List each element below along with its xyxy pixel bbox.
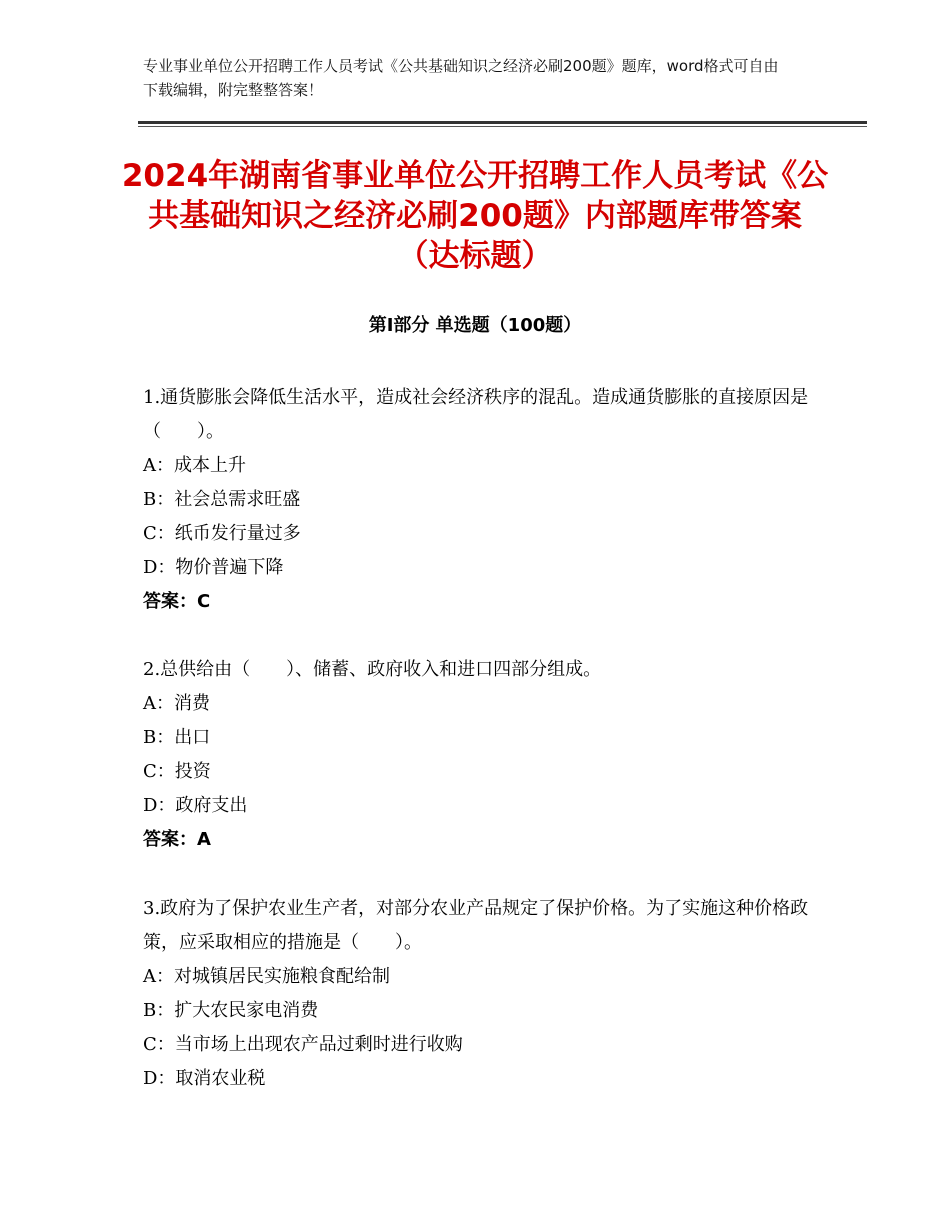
option-c: C：纸币发行量过多 [143, 523, 301, 544]
option-c: C：当市场上出现农产品过剩时进行收购 [143, 1034, 463, 1055]
option-b: B：社会总需求旺盛 [143, 489, 301, 510]
header-note: 专业事业单位公开招聘工作人员考试《公共基础知识之经济必刷200题》题库，word格式可自由下载编辑，附完整整答案！ [143, 57, 779, 99]
document-title: 2024年湖南省事业单位公开招聘工作人员考试《公共基础知识之经济必刷200题》内部题库带答案（达标题） [121, 158, 829, 274]
option-a: A：成本上升 [143, 455, 246, 476]
option-d: D：政府支出 [143, 795, 248, 816]
option-d: D：物价普遍下降 [143, 557, 284, 578]
question-stem: 3.政府为了保护农业生产者，对部分农业产品规定了保护价格。为了实施这种价格政策，应采取相应的措施是（ ）。 [143, 898, 809, 953]
section-title: 第Ⅰ部分 单选题（100题） [368, 315, 582, 336]
question-2 [143, 653, 813, 857]
option-b: B：扩大农民家电消费 [143, 1000, 319, 1021]
question-1 [143, 381, 813, 619]
question-3 [143, 892, 813, 1096]
option-c: C：投资 [143, 761, 211, 782]
question-stem: 1.通货膨胀会降低生活水平，造成社会经济秩序的混乱。造成通货膨胀的直接原因是（ ）。 [143, 387, 809, 442]
answer: 答案：A [143, 829, 211, 850]
header-rule-thin [138, 126, 867, 127]
option-a: A：对城镇居民实施粮食配给制 [143, 966, 390, 987]
option-a: A：消费 [143, 693, 210, 714]
option-b: B：出口 [143, 727, 211, 748]
header-rule-thick [138, 121, 867, 124]
question-stem: 2.总供给由（ ）、储蓄、政府收入和进口四部分组成。 [143, 659, 602, 680]
answer: 答案：C [143, 591, 211, 612]
option-d: D：取消农业税 [143, 1068, 266, 1089]
